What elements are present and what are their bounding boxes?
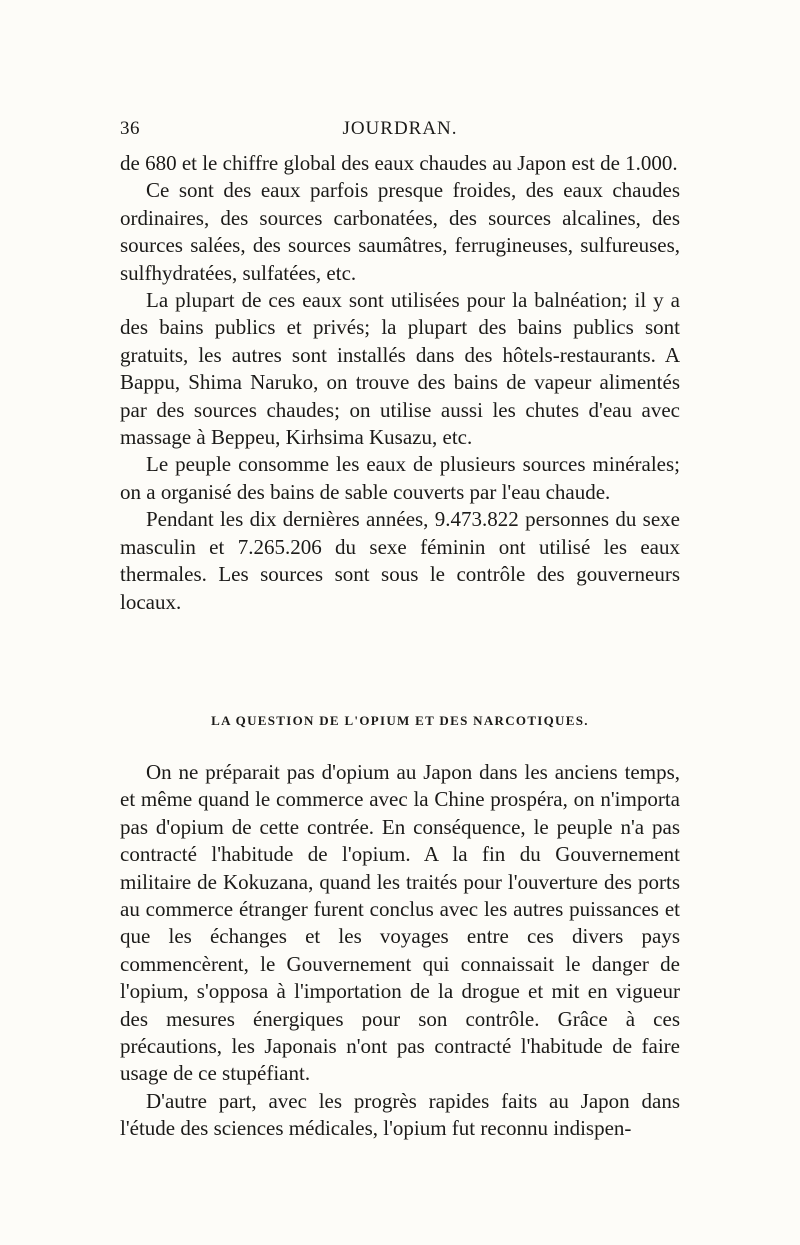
paragraph-opium-history: On ne préparait pas d'opium au Japon dans les anciens temps, et même quand le commerce avec la Chine prospéra, on n'importa pas d'opium de cette contrée. En conséquence, le peuple n'a pas contracté l'habitude de l'opium. A la fin du Gouvernement militaire de Kokuzana, quand les traités pour l'ouverture des ports au commerce étranger furent conclus avec les autres puissances et que les échanges et les voyages entre ces divers pays commencèrent, le Gouvernement qui connaissait le danger de l'opium, s'opposa à l'importation de la drogue et mit en vigueur des mesures énergiques pour son contrôle. Grâce à ces précautions, les Japonais n'ont pas contracté l'habitude de faire usage de ce stupéfiant. <box>120 760 680 1086</box>
page-header <box>120 118 680 144</box>
paragraph-baths: La plupart de ces eaux sont utilisées pour la balnéation; il y a des bains publics et privés; la plupart des bains publics sont gratuits, les autres sont installés dans des hôtels-restaurants. A Bappu, Shima Naruko, on trouve des bains de vapeur alimentés par des sources chaudes; on utilise aussi les chutes d'eau avec massage à Beppeu, Kirhsima Kusazu, etc. <box>120 288 680 450</box>
paragraph-opium-medical: D'autre part, avec les progrès rapides faits au Japon dans l'étude des sciences médicales, l'opium fut reconnu indispen- <box>120 1088 680 1141</box>
paragraph-statistics: Pendant les dix dernières années, 9.473.822 personnes du sexe masculin et 7.265.206 du sexe féminin ont utilisé les eaux thermales. Les sources sont sous le contrôle des gouverneurs locaux. <box>120 507 680 614</box>
section-heading: LA QUESTION DE L'OPIUM ET DES NARCOTIQUES. <box>211 713 589 728</box>
page-number: 36 <box>120 118 140 139</box>
paragraph-mineral-waters: Le peuple consomme les eaux de plusieurs sources minérales; on a organisé des bains de sable couverts par l'eau chaude. <box>120 452 680 504</box>
body-text-top <box>120 150 680 616</box>
paragraph-continuation: de 680 et le chiffre global des eaux chaudes au Japon est de 1.000. <box>120 151 678 175</box>
body-text-bottom <box>120 759 680 1143</box>
paragraph-water-types: Ce sont des eaux parfois presque froides, des eaux chaudes ordinaires, des sources carbonatées, des sources alcalines, des sources salées, des sources saumâtres, ferrugineuses, sulfureuses, sulfhydratées, sulfatées, etc. <box>120 178 680 285</box>
running-title: JOURDRAN. <box>342 118 458 139</box>
